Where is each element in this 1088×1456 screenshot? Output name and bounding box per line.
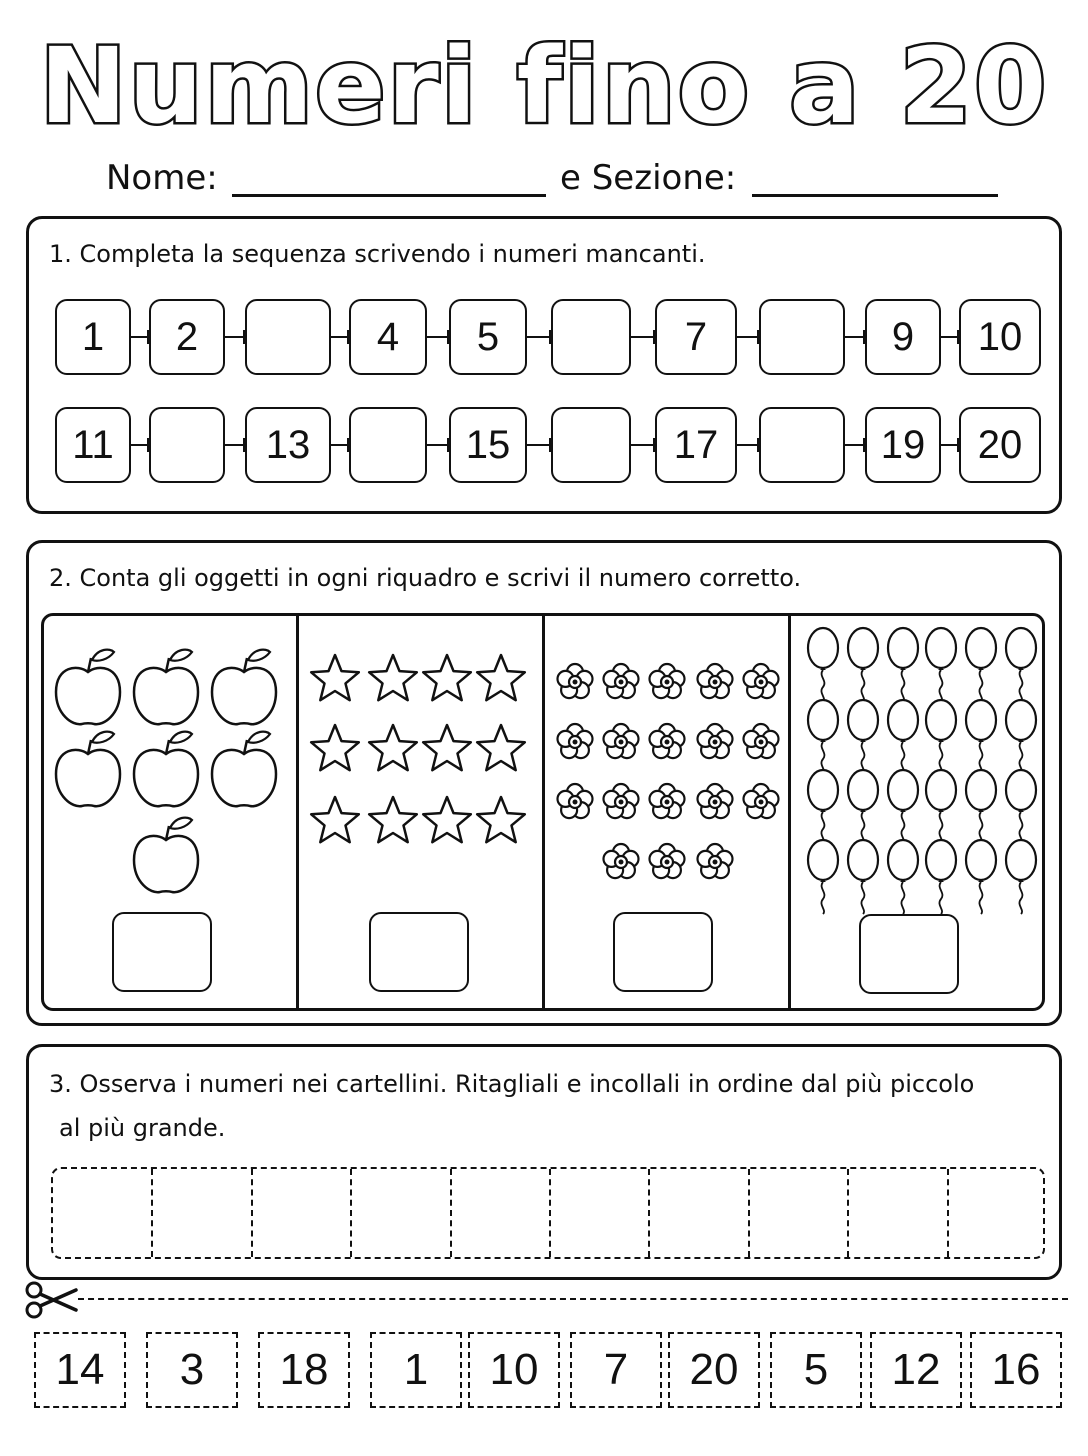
sequence-number-box: 4 [349, 299, 427, 375]
flower-icon [558, 784, 593, 818]
apple-icon [212, 650, 276, 725]
name-row [0, 158, 1088, 208]
count-area [41, 613, 1045, 1011]
balloon-icon [966, 700, 996, 774]
sequence-number-box: 7 [655, 299, 737, 375]
paste-slot-divider [450, 1169, 452, 1257]
sequence-blank-box[interactable] [551, 299, 631, 375]
apple-icon [212, 732, 276, 807]
name-field[interactable] [232, 194, 546, 197]
flower-icon [650, 724, 685, 758]
balloon-icon [808, 770, 838, 844]
flower-icon [604, 664, 639, 698]
section-label: e Sezione: [560, 158, 737, 198]
star-icon [477, 725, 525, 770]
sequence-connector [631, 444, 655, 446]
flower-icon [698, 664, 733, 698]
sequence-connector [427, 336, 449, 338]
flower-icon [744, 664, 779, 698]
balloon-icon [848, 840, 878, 914]
balloon-icon [848, 628, 878, 702]
apple-icon [134, 732, 198, 807]
sequence-blank-box[interactable] [149, 407, 225, 483]
section-order [26, 1044, 1062, 1280]
paste-strip[interactable] [51, 1167, 1045, 1259]
number-card[interactable]: 12 [870, 1332, 962, 1408]
paste-slot-divider [251, 1169, 253, 1257]
balloon-icon [966, 840, 996, 914]
balloon-icon [808, 628, 838, 702]
paste-slot-divider [549, 1169, 551, 1257]
number-card[interactable]: 16 [970, 1332, 1062, 1408]
section-field[interactable] [752, 194, 998, 197]
star-icon [311, 797, 359, 842]
sequence-connector [845, 336, 865, 338]
balloon-icon [966, 628, 996, 702]
star-icon [311, 655, 359, 700]
section-count [26, 540, 1062, 1026]
sequence-connector [225, 444, 245, 446]
balloon-icon [848, 700, 878, 774]
flower-icon [698, 844, 733, 878]
flower-icon [650, 664, 685, 698]
balloon-icon [848, 770, 878, 844]
sequence-number-box: 20 [959, 407, 1041, 483]
sequence-number-box: 5 [449, 299, 527, 375]
star-icon [423, 725, 471, 770]
apples-column [44, 616, 296, 1008]
balloon-icon [888, 840, 918, 914]
apple-icon [56, 732, 120, 807]
balloon-icon [888, 770, 918, 844]
star-icon [423, 655, 471, 700]
paste-slot-divider [648, 1169, 650, 1257]
sequence-connector [631, 336, 655, 338]
balloon-icon [926, 628, 956, 702]
balloon-icon [926, 770, 956, 844]
balloon-icon [926, 700, 956, 774]
apple-icon [134, 650, 198, 725]
balloon-icon [1006, 628, 1036, 702]
number-card[interactable]: 14 [34, 1332, 126, 1408]
flower-icon [650, 844, 685, 878]
sequence-connector [527, 444, 551, 446]
star-icon [369, 655, 417, 700]
stars-column [296, 616, 545, 1008]
sequence-number-box: 11 [55, 407, 131, 483]
number-card[interactable]: 5 [770, 1332, 862, 1408]
sequence-connector [845, 444, 865, 446]
sequence-blank-box[interactable] [551, 407, 631, 483]
apples-group [44, 616, 296, 896]
balloon-icon [888, 628, 918, 702]
flower-icon [744, 784, 779, 818]
sequence-number-box: 10 [959, 299, 1041, 375]
paste-slot-divider [151, 1169, 153, 1257]
stars-answer-box[interactable] [369, 912, 469, 992]
sequence-blank-box[interactable] [349, 407, 427, 483]
section3-instruction-line2: al più grande. [59, 1114, 226, 1142]
flower-icon [558, 664, 593, 698]
paste-slot-divider [350, 1169, 352, 1257]
section1-instruction: 1. Completa la sequenza scrivendo i numeri mancanti. [49, 240, 706, 268]
balloon-icon [1006, 840, 1036, 914]
balloon-icon [1006, 770, 1036, 844]
sequence-number-box: 15 [449, 407, 527, 483]
flowers-answer-box[interactable] [613, 912, 713, 992]
page-title [0, 22, 1088, 142]
section3-instruction-line1: 3. Osserva i numeri nei cartellini. Ritagliali e incollali in ordine dal più piccolo [49, 1070, 975, 1098]
balloon-icon [808, 840, 838, 914]
paste-slot-divider [947, 1169, 949, 1257]
number-card[interactable]: 1 [370, 1332, 462, 1408]
balloon-icon [926, 840, 956, 914]
number-card[interactable]: 18 [258, 1332, 350, 1408]
sequence-connector [527, 336, 551, 338]
sequence-number-box: 1 [55, 299, 131, 375]
balloons-answer-box[interactable] [859, 914, 959, 994]
number-card[interactable]: 7 [570, 1332, 662, 1408]
star-icon [423, 797, 471, 842]
balloon-icon [888, 700, 918, 774]
cut-line [78, 1298, 1068, 1300]
sequence-connector [737, 444, 759, 446]
sequence-connector [225, 336, 245, 338]
flower-icon [744, 724, 779, 758]
apple-icon [134, 818, 198, 893]
apple-icon [56, 650, 120, 725]
page-title-text: Numeri fino a 20 [39, 25, 1049, 142]
number-card[interactable]: 3 [146, 1332, 238, 1408]
sequence-number-box: 2 [149, 299, 225, 375]
sequence-number-box: 19 [865, 407, 941, 483]
number-card[interactable]: 10 [468, 1332, 560, 1408]
scissors-icon [24, 1280, 80, 1320]
flowers-group [545, 616, 791, 896]
flower-icon [698, 784, 733, 818]
paste-slot-divider [748, 1169, 750, 1257]
flowers-column [542, 616, 791, 1008]
sequence-number-box: 13 [245, 407, 331, 483]
apples-answer-box[interactable] [112, 912, 212, 992]
sequence-number-box: 9 [865, 299, 941, 375]
sequence-blank-box[interactable] [245, 299, 331, 375]
balloons-column [788, 616, 1045, 1008]
flower-icon [604, 724, 639, 758]
star-icon [477, 655, 525, 700]
sequence-connector [427, 444, 449, 446]
flower-icon [604, 844, 639, 878]
sequence-connector [737, 336, 759, 338]
flower-icon [604, 784, 639, 818]
sequence-number-box: 17 [655, 407, 737, 483]
star-icon [369, 797, 417, 842]
sequence-blank-box[interactable] [759, 299, 845, 375]
balloon-icon [808, 700, 838, 774]
star-icon [369, 725, 417, 770]
sequence-blank-box[interactable] [759, 407, 845, 483]
star-icon [311, 725, 359, 770]
paste-slot-divider [847, 1169, 849, 1257]
stars-group [299, 616, 545, 896]
number-card[interactable]: 20 [668, 1332, 760, 1408]
star-icon [477, 797, 525, 842]
balloons-group [791, 616, 1045, 916]
section-sequence [26, 216, 1062, 514]
section2-instruction: 2. Conta gli oggetti in ogni riquadro e scrivi il numero corretto. [49, 564, 802, 592]
flower-icon [650, 784, 685, 818]
flower-icon [558, 724, 593, 758]
balloon-icon [1006, 700, 1036, 774]
name-label: Nome: [106, 158, 218, 198]
flower-icon [698, 724, 733, 758]
balloon-icon [966, 770, 996, 844]
